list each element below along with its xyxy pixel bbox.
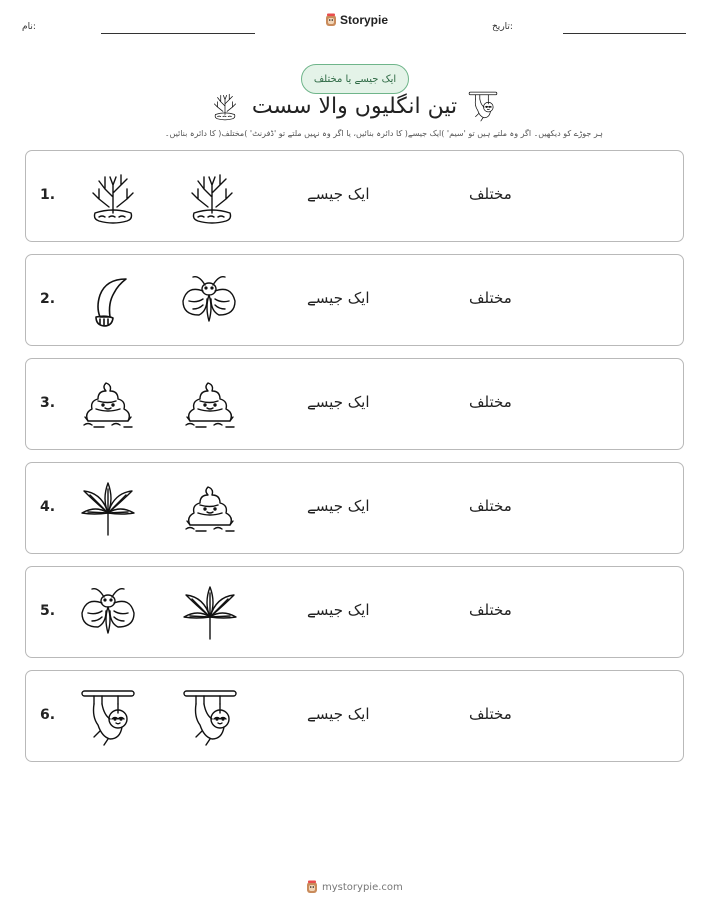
leaf-icon — [78, 479, 138, 539]
question-row — [25, 150, 684, 242]
question-number: 3. — [40, 395, 56, 411]
footer — [306, 880, 403, 894]
same-option[interactable]: ایک جیسے — [307, 185, 370, 203]
worksheet-type-label: ایک جیسے یا مختلف — [313, 73, 397, 85]
mascot-icon — [306, 880, 318, 894]
question-row — [25, 462, 684, 554]
poop-icon — [78, 375, 138, 435]
question-row — [25, 254, 684, 346]
instructions: ہر جوڑے کو دیکھیں۔ اگر وہ ملتے ہیں تو 'سیم' )ایک جیسے( کا دائرہ بنائیں، یا اگر وہ نہیں ملتے تو 'ڈفرنٹ' )مختلف( کا دائرہ بنائیں۔ — [164, 129, 603, 138]
question-row — [25, 566, 684, 658]
question-number: 4. — [40, 499, 56, 515]
coral-icon — [182, 167, 242, 227]
different-option[interactable]: مختلف — [469, 393, 512, 411]
question-number: 6. — [40, 707, 56, 723]
date-field[interactable] — [563, 33, 686, 34]
date-label: تاریخ: — [492, 22, 513, 32]
different-option[interactable]: مختلف — [469, 601, 512, 619]
question-number: 5. — [40, 603, 56, 619]
name-label: نام: — [22, 22, 36, 32]
different-option[interactable]: مختلف — [469, 705, 512, 723]
same-option[interactable]: ایک جیسے — [307, 497, 370, 515]
brand-logo — [325, 13, 388, 27]
name-field[interactable] — [101, 33, 255, 34]
same-option[interactable]: ایک جیسے — [307, 393, 370, 411]
poop-icon — [180, 479, 240, 539]
question-number: 2. — [40, 291, 56, 307]
question-row — [25, 358, 684, 450]
claw-icon — [78, 271, 138, 331]
mascot-icon — [325, 13, 337, 27]
question-number: 1. — [40, 187, 56, 203]
worksheet-type-badge — [301, 64, 409, 94]
sloth-icon — [467, 90, 499, 122]
different-option[interactable]: مختلف — [469, 289, 512, 307]
same-option[interactable]: ایک جیسے — [307, 289, 370, 307]
footer-url[interactable]: mystorypie.com — [322, 881, 403, 893]
moth-icon — [179, 271, 239, 331]
sloth-icon — [180, 687, 240, 747]
different-option[interactable]: مختلف — [469, 497, 512, 515]
sloth-icon — [78, 687, 138, 747]
leaf-icon — [180, 583, 240, 643]
different-option[interactable]: مختلف — [469, 185, 512, 203]
poop-icon — [180, 375, 240, 435]
page-title: تین انگلیوں والا سست — [251, 94, 458, 119]
same-option[interactable]: ایک جیسے — [307, 601, 370, 619]
brand-name: Storypie — [340, 13, 389, 27]
same-option[interactable]: ایک جیسے — [307, 705, 370, 723]
question-row — [25, 670, 684, 762]
coral-icon — [83, 167, 143, 227]
moth-icon — [78, 583, 138, 643]
